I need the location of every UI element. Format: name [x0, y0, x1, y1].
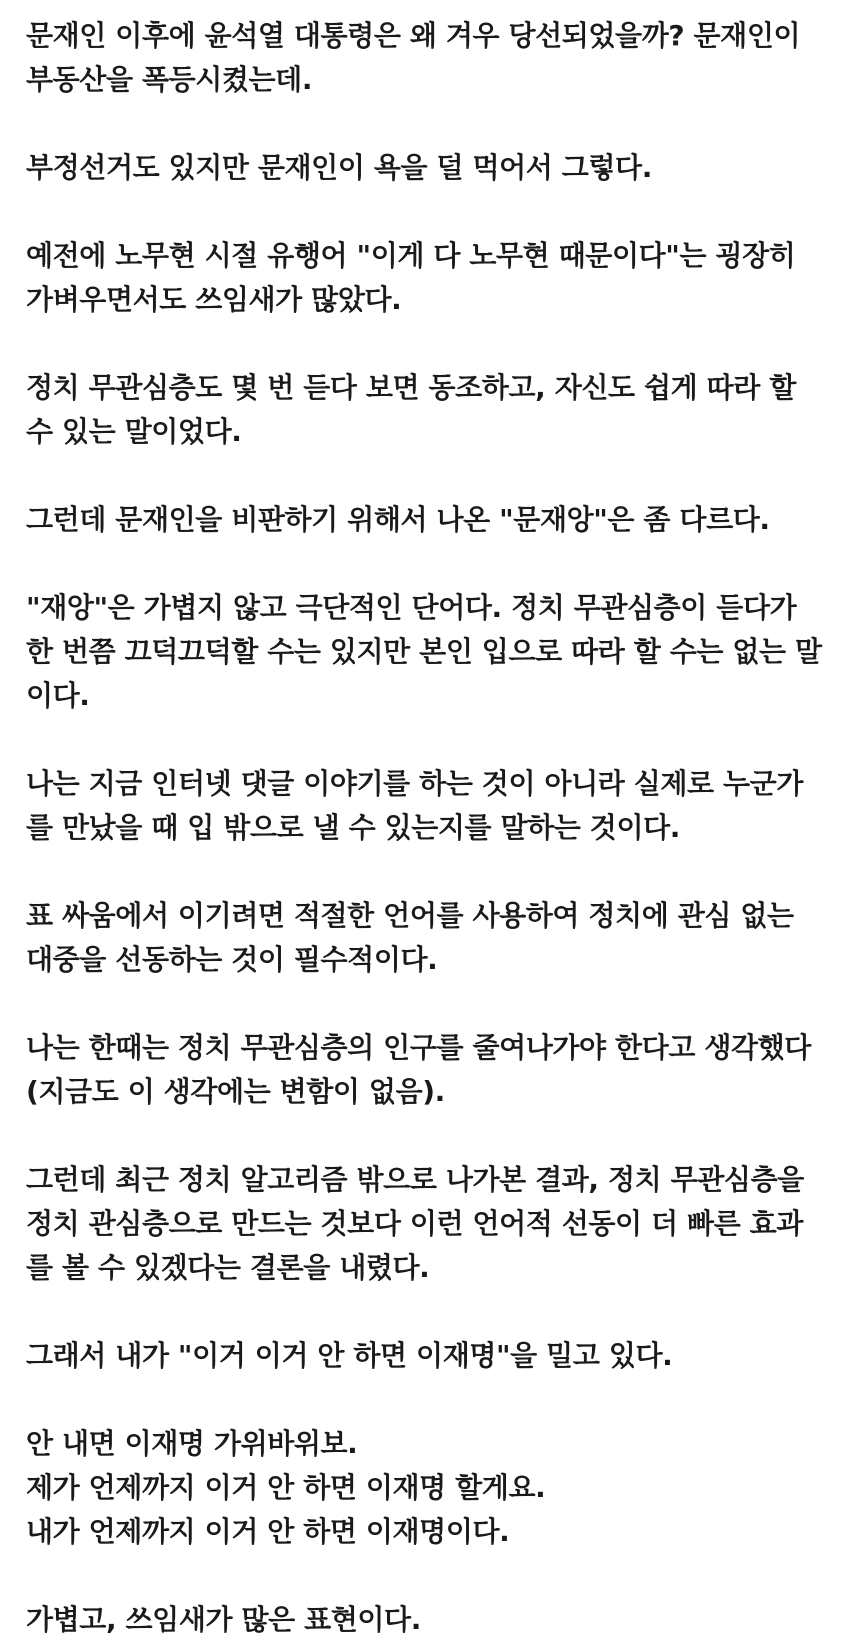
text-line: 이다.	[26, 679, 90, 712]
text-line: 문재인 이후에 윤석열 대통령은 왜 겨우 당선되었을까? 문재인이	[26, 19, 801, 52]
text-line: 한 번쯤 끄덕끄덕할 수는 있지만 본인 입으로 따라 할 수는 없는 말	[26, 635, 822, 668]
paragraph-8	[26, 894, 824, 982]
text-line: 를 만났을 때 입 밖으로 낼 수 있는지를 말하는 것이다.	[26, 811, 680, 844]
paragraph-9	[26, 1026, 824, 1114]
text-line: 표 싸움에서 이기려면 적절한 언어를 사용하여 정치에 관심 없는	[26, 899, 794, 932]
text-line: 정치 관심층으로 만드는 것보다 이런 언어적 선동이 더 빠른 효과	[26, 1207, 803, 1240]
text-line: 나는 한때는 정치 무관심층의 인구를 줄여나가야 한다고 생각했다	[26, 1031, 811, 1064]
paragraph-12	[26, 1422, 824, 1554]
text-line: 그래서 내가 "이거 이거 안 하면 이재명"을 밀고 있다.	[26, 1339, 673, 1372]
paragraph-2	[26, 146, 824, 190]
text-line: 그런데 문재인을 비판하기 위해서 나온 "문재앙"은 좀 다르다.	[26, 503, 770, 536]
paragraph-7	[26, 762, 824, 850]
text-line: 수 있는 말이었다.	[26, 415, 242, 448]
text-line: 내가 언제까지 이거 안 하면 이재명이다.	[26, 1515, 510, 1548]
paragraph-6	[26, 586, 824, 718]
text-line: 를 볼 수 있겠다는 결론을 내렸다.	[26, 1251, 430, 1284]
paragraph-3	[26, 234, 824, 322]
paragraph-1	[26, 14, 824, 102]
paragraph-5	[26, 498, 824, 542]
text-line: 안 내면 이재명 가위바위보.	[26, 1427, 358, 1460]
text-line: 부동산을 폭등시켰는데.	[26, 63, 313, 96]
paragraph-11	[26, 1334, 824, 1378]
text-line: 가벼우면서도 쓰임새가 많았다.	[26, 283, 402, 316]
text-line: 대중을 선동하는 것이 필수적이다.	[26, 943, 438, 976]
text-line: 정치 무관심층도 몇 번 듣다 보면 동조하고, 자신도 쉽게 따라 할	[26, 371, 796, 404]
text-line: 부정선거도 있지만 문재인이 욕을 덜 먹어서 그렇다.	[26, 151, 652, 184]
text-line: 나는 지금 인터넷 댓글 이야기를 하는 것이 아니라 실제로 누군가	[26, 767, 803, 800]
text-line: "재앙"은 가볍지 않고 극단적인 단어다. 정치 무관심층이 듣다가	[26, 591, 797, 624]
text-line: 예전에 노무현 시절 유행어 "이게 다 노무현 때문이다"는 굉장히	[26, 239, 796, 272]
text-line: 가볍고, 쓰임새가 많은 표현이다.	[26, 1603, 421, 1636]
paragraph-13	[26, 1598, 824, 1642]
paragraph-10	[26, 1158, 824, 1290]
text-line: 그런데 최근 정치 알고리즘 밖으로 나가본 결과, 정치 무관심층을	[26, 1163, 804, 1196]
paragraph-4	[26, 366, 824, 454]
text-line: (지금도 이 생각에는 변함이 없음).	[26, 1075, 445, 1108]
text-line: 제가 언제까지 이거 안 하면 이재명 할게요.	[26, 1471, 546, 1504]
